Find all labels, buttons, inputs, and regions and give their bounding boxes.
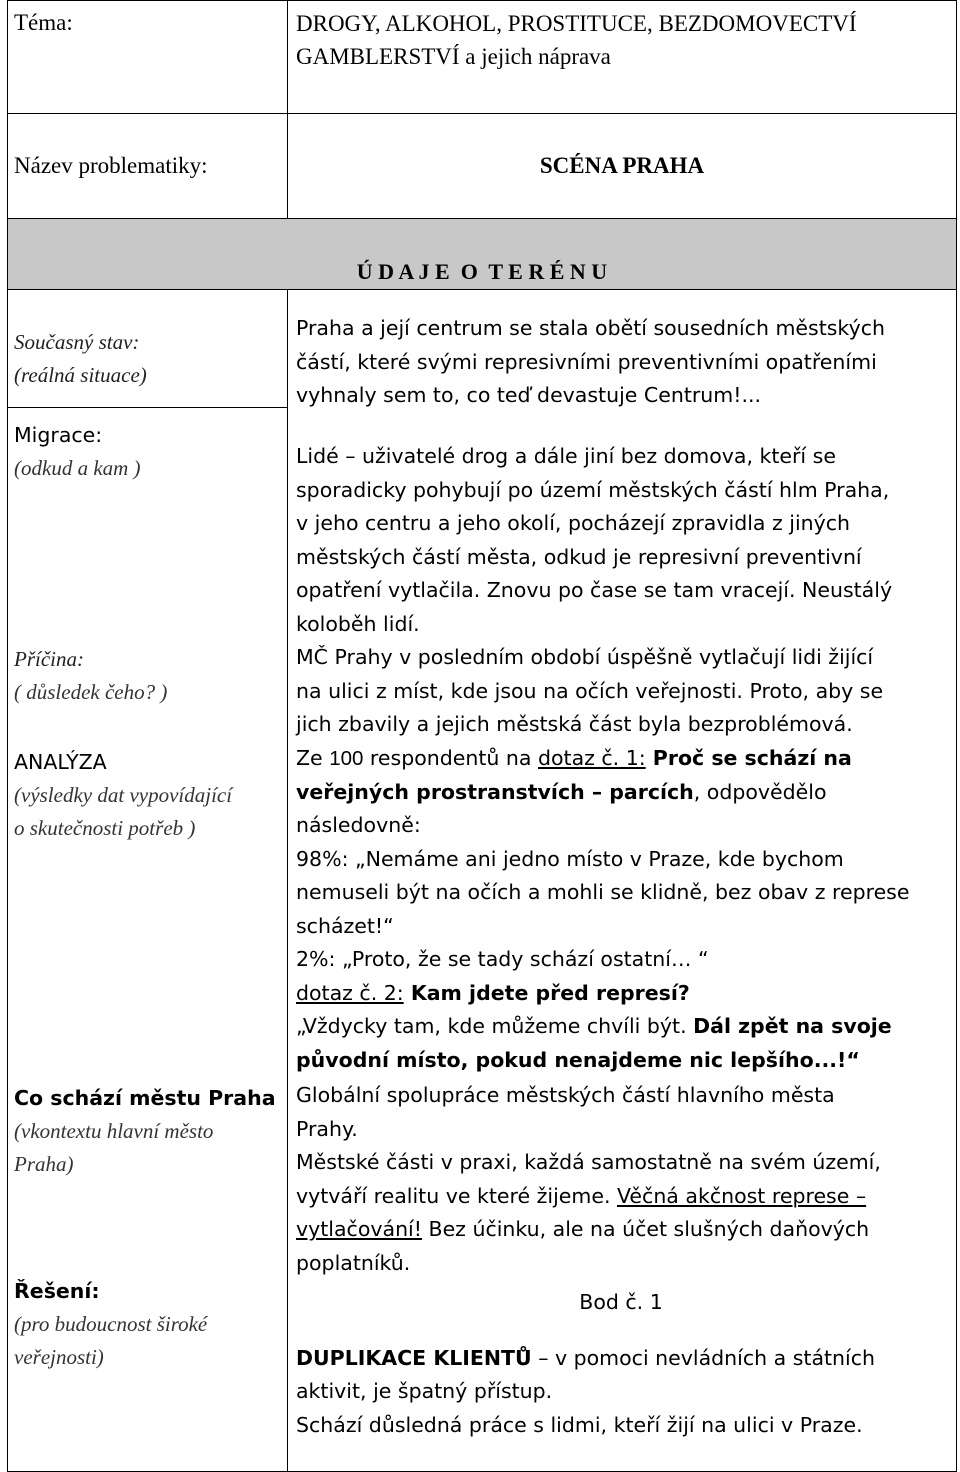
analysis-line-9: „Vždycky tam, kde můžeme chvíli být. Dál zpět na svoje [296,1014,892,1038]
vysledky-line1: (výsledky dat vypovídající [14,783,233,807]
tema-row [8,1,957,114]
missing-line: vytváří realitu ve které žijeme. Věčná akčnost represe – [296,1183,867,1208]
migrace-label: Migrace: [14,423,103,447]
left-labels-cell [8,290,288,1472]
vysledky-line2: o skutečnosti potřeb ) [14,816,196,840]
section-title-cell [8,219,957,290]
missing-line: Globální spolupráce městských částí hlavního města [296,1083,835,1107]
content-row [8,290,957,1472]
solution-line-3: Schází důsledná práce s lidmi, kteří žijí na ulici v Praze. [296,1412,863,1437]
right-content-cell [288,290,957,1472]
cause-line: jich zbavily a jejich městská část byla bezproblémová. [296,712,853,736]
nazev-label: Název problematiky: [14,153,208,178]
solution-line-1: DUPLIKACE KLIENTŮ – v pomoci nevládních a státních [296,1345,875,1370]
cause-line: MČ Prahy v posledním období úspěšně vytlačují lidi žijící [296,645,874,669]
migration-line: opatření vytlačila. Znovu po čase se tam vracejí. Neustálý [296,578,893,602]
cause-paragraph [296,641,946,742]
section-title: Ú D A J E O T E R É N U [356,259,608,284]
co-schazi-label: Co schází městu Praha [14,1086,276,1110]
current-state-line: částí, které svými represivními preventivními opatřeními [296,349,877,374]
missing-line: Prahy. [296,1116,358,1141]
section-title-row [8,219,957,290]
tema-value-cell [288,1,957,114]
reseni-label: Řešení: [14,1279,100,1303]
analysis-line-1: Ze 100 respondentů na dotaz č. 1: Proč se schází na [296,746,852,770]
migration-line: Lidé – uživatelé drog a dále jiní bez domova, kteří se [296,444,836,468]
missing-line: poplatníků. [296,1250,411,1275]
vkontextu-line1: (vkontextu hlavní město [14,1119,214,1143]
migration-paragraph [296,440,946,641]
budoucnost-line2: veřejnosti) [14,1345,104,1369]
soucasny-stav-label: Současný stav: [14,330,140,354]
analysis-line-10: původní místo, pokud nenajdeme nic lepšího...!“ [296,1047,860,1072]
tema-label-cell [8,1,288,114]
budoucnost-line1: (pro budoucnost široké [14,1312,208,1336]
missing-line: Městské části v praxi, každá samostatně na svém území, [296,1150,881,1174]
realna-situace-label: (reálná situace) [14,363,147,387]
current-state-line: vyhnaly sem to, co teď devastuje Centrum!... [296,383,762,407]
nazev-row [8,114,957,219]
dusledek-label: ( důsledek čeho? ) [14,680,168,704]
migration-line: koloběh lidí. [296,611,420,636]
nazev-label-cell [8,114,288,219]
migration-line: sporadicky pohybují po území městských částí hlm Praha, [296,477,890,502]
bod-label: Bod č. 1 [579,1290,663,1314]
missing-line: vytlačování! Bez účinku, ale na účet slušných daňových [296,1217,870,1241]
tema-line1: DROGY, ALKOHOL, PROSTITUCE, BEZDOMOVECTVÍ [296,11,857,36]
analysis-line-5: nemuseli být na očích a mohli se klidně, bez obav z represe [296,880,910,904]
analysis-line-2: veřejných prostranstvích – parcích, odpovědělo [296,779,827,804]
form-table [7,0,957,1472]
solution-paragraph [296,1286,946,1442]
nazev-value-cell [288,114,957,219]
analysis-line-4: 98%: „Nemáme ani jedno místo v Praze, kde bychom [296,846,844,871]
missing-paragraph [296,1079,946,1280]
vkontextu-line2: Praha) [14,1152,74,1176]
nazev-value: SCÉNA PRAHA [539,153,705,178]
solution-line-2: aktivit, je špatný přístup. [296,1379,553,1403]
left-divider [7,407,288,408]
analysis-line-7: 2%: „Proto, že se tady schází ostatní… “ [296,947,709,971]
dotaz-1-link: dotaz č. 1: [537,746,646,770]
cause-line: na ulici z míst, kde jsou na očích veřejnosti. Proto, aby se [296,678,884,703]
migration-line: v jeho centru a jeho okolí, pocházejí zpravidla z jiných [296,511,851,535]
odkud-kam-label: (odkud a kam ) [14,456,141,480]
analysis-paragraph [296,742,946,1077]
current-state-paragraph [296,312,936,413]
analysis-line-6: scházet!“ [296,913,394,938]
analyza-label: ANALÝZA [14,750,107,774]
current-state-line: Praha a její centrum se stala obětí sousedních městských [296,316,885,340]
pricina-label: Příčina: [14,647,84,671]
analysis-line-8: dotaz č. 2: Kam jdete před represí? [296,980,690,1005]
tema-line2: GAMBLERSTVÍ a jejich náprava [296,44,611,69]
migration-line: městských částí města, odkud je represivní preventivní [296,544,862,569]
analysis-line-3: následovně: [296,813,421,837]
dotaz-2-link: dotaz č. 2: [296,980,404,1005]
tema-label: Téma: [14,10,73,35]
